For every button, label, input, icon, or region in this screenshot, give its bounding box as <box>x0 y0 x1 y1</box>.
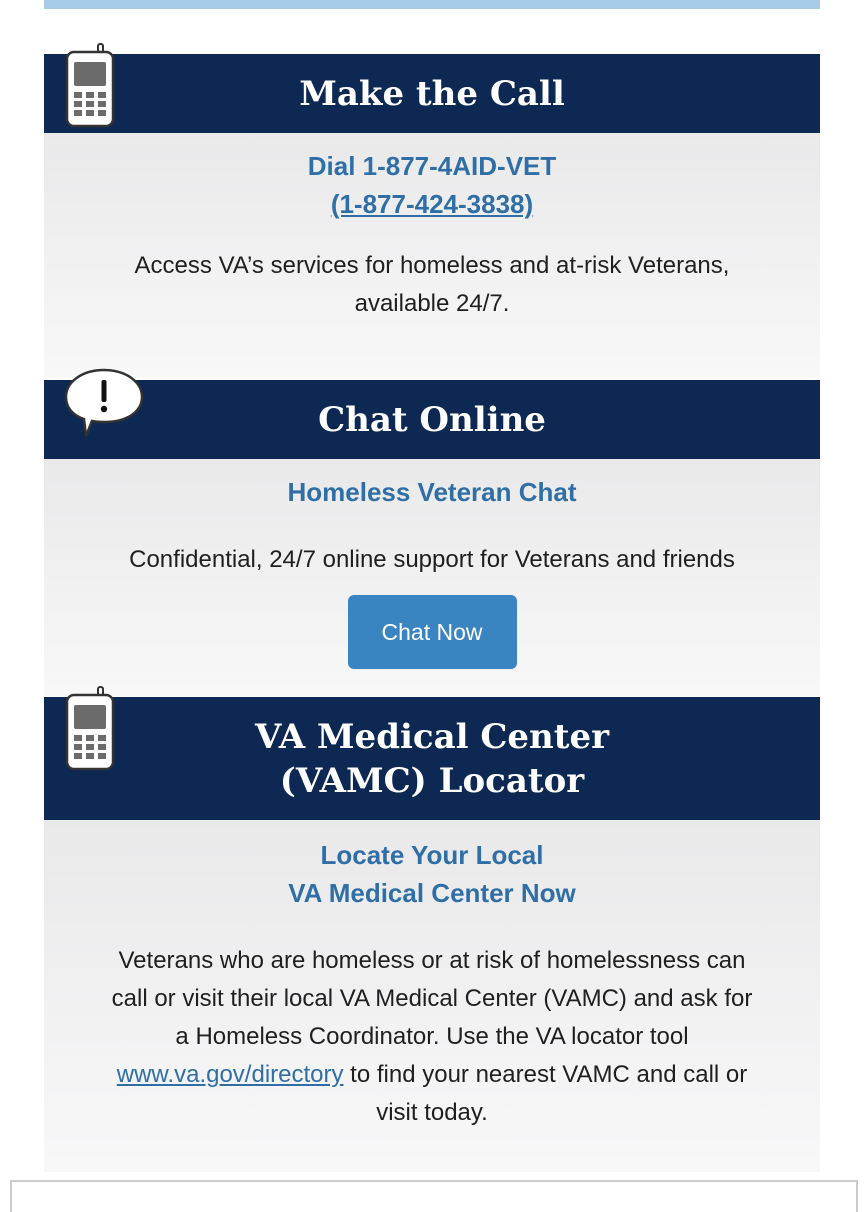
dial-number-link[interactable]: Dial 1-877-4AID-VET <box>307 151 557 181</box>
make-the-call-section <box>44 54 820 378</box>
chat-online-section <box>44 380 820 696</box>
speech-bubble-icon <box>62 366 146 445</box>
cellphone-icon <box>64 42 116 133</box>
chat-online-body <box>44 459 820 696</box>
vamc-description-line-5: visit today. <box>376 1099 488 1126</box>
vamc-description-line-3: a Homeless Coordinator. Use the VA locator tool <box>175 1023 689 1050</box>
vamc-description-line-2: call or visit their local VA Medical Center (VAMC) and ask for <box>111 985 753 1012</box>
vamc-description-line-1: Veterans who are homeless or at risk of homelessness can <box>118 947 746 974</box>
make-the-call-header <box>44 54 820 133</box>
vamc-title-line-1: VA Medical Center <box>254 716 610 757</box>
chat-now-button[interactable]: Chat Now <box>348 595 517 669</box>
make-the-call-body <box>44 133 820 378</box>
homeless-veteran-chat-link[interactable]: Homeless Veteran Chat <box>287 477 577 507</box>
vamc-locator-body <box>44 820 820 1172</box>
locate-vamc-link-line-2[interactable]: VA Medical Center Now <box>288 878 576 908</box>
make-the-call-title: Make the Call <box>299 73 565 114</box>
cellphone-icon <box>64 685 116 776</box>
vamc-locator-header <box>44 697 820 820</box>
chat-online-header <box>44 380 820 459</box>
chat-description: Confidential, 24/7 online support for Veterans and friends <box>129 546 735 573</box>
chat-online-title: Chat Online <box>318 399 546 440</box>
vamc-description-line-4 <box>44 1056 820 1094</box>
vamc-description-line-4-rest: to find your nearest VAMC and call or <box>343 1061 748 1088</box>
call-description-line-2: available 24/7. <box>354 290 510 317</box>
phone-number-link[interactable]: (1-877-424-3838) <box>330 189 534 219</box>
top-accent-bar <box>44 0 820 9</box>
next-content-box <box>10 1180 858 1212</box>
va-directory-link[interactable]: www.va.gov/directory <box>116 1061 344 1088</box>
vamc-locator-section <box>44 697 820 1172</box>
call-description-line-1: Access VA’s services for homeless and at-risk Veterans, <box>134 252 730 279</box>
locate-vamc-link-line-1[interactable]: Locate Your Local <box>320 840 544 870</box>
vamc-title-line-2: (VAMC) Locator <box>279 760 585 801</box>
